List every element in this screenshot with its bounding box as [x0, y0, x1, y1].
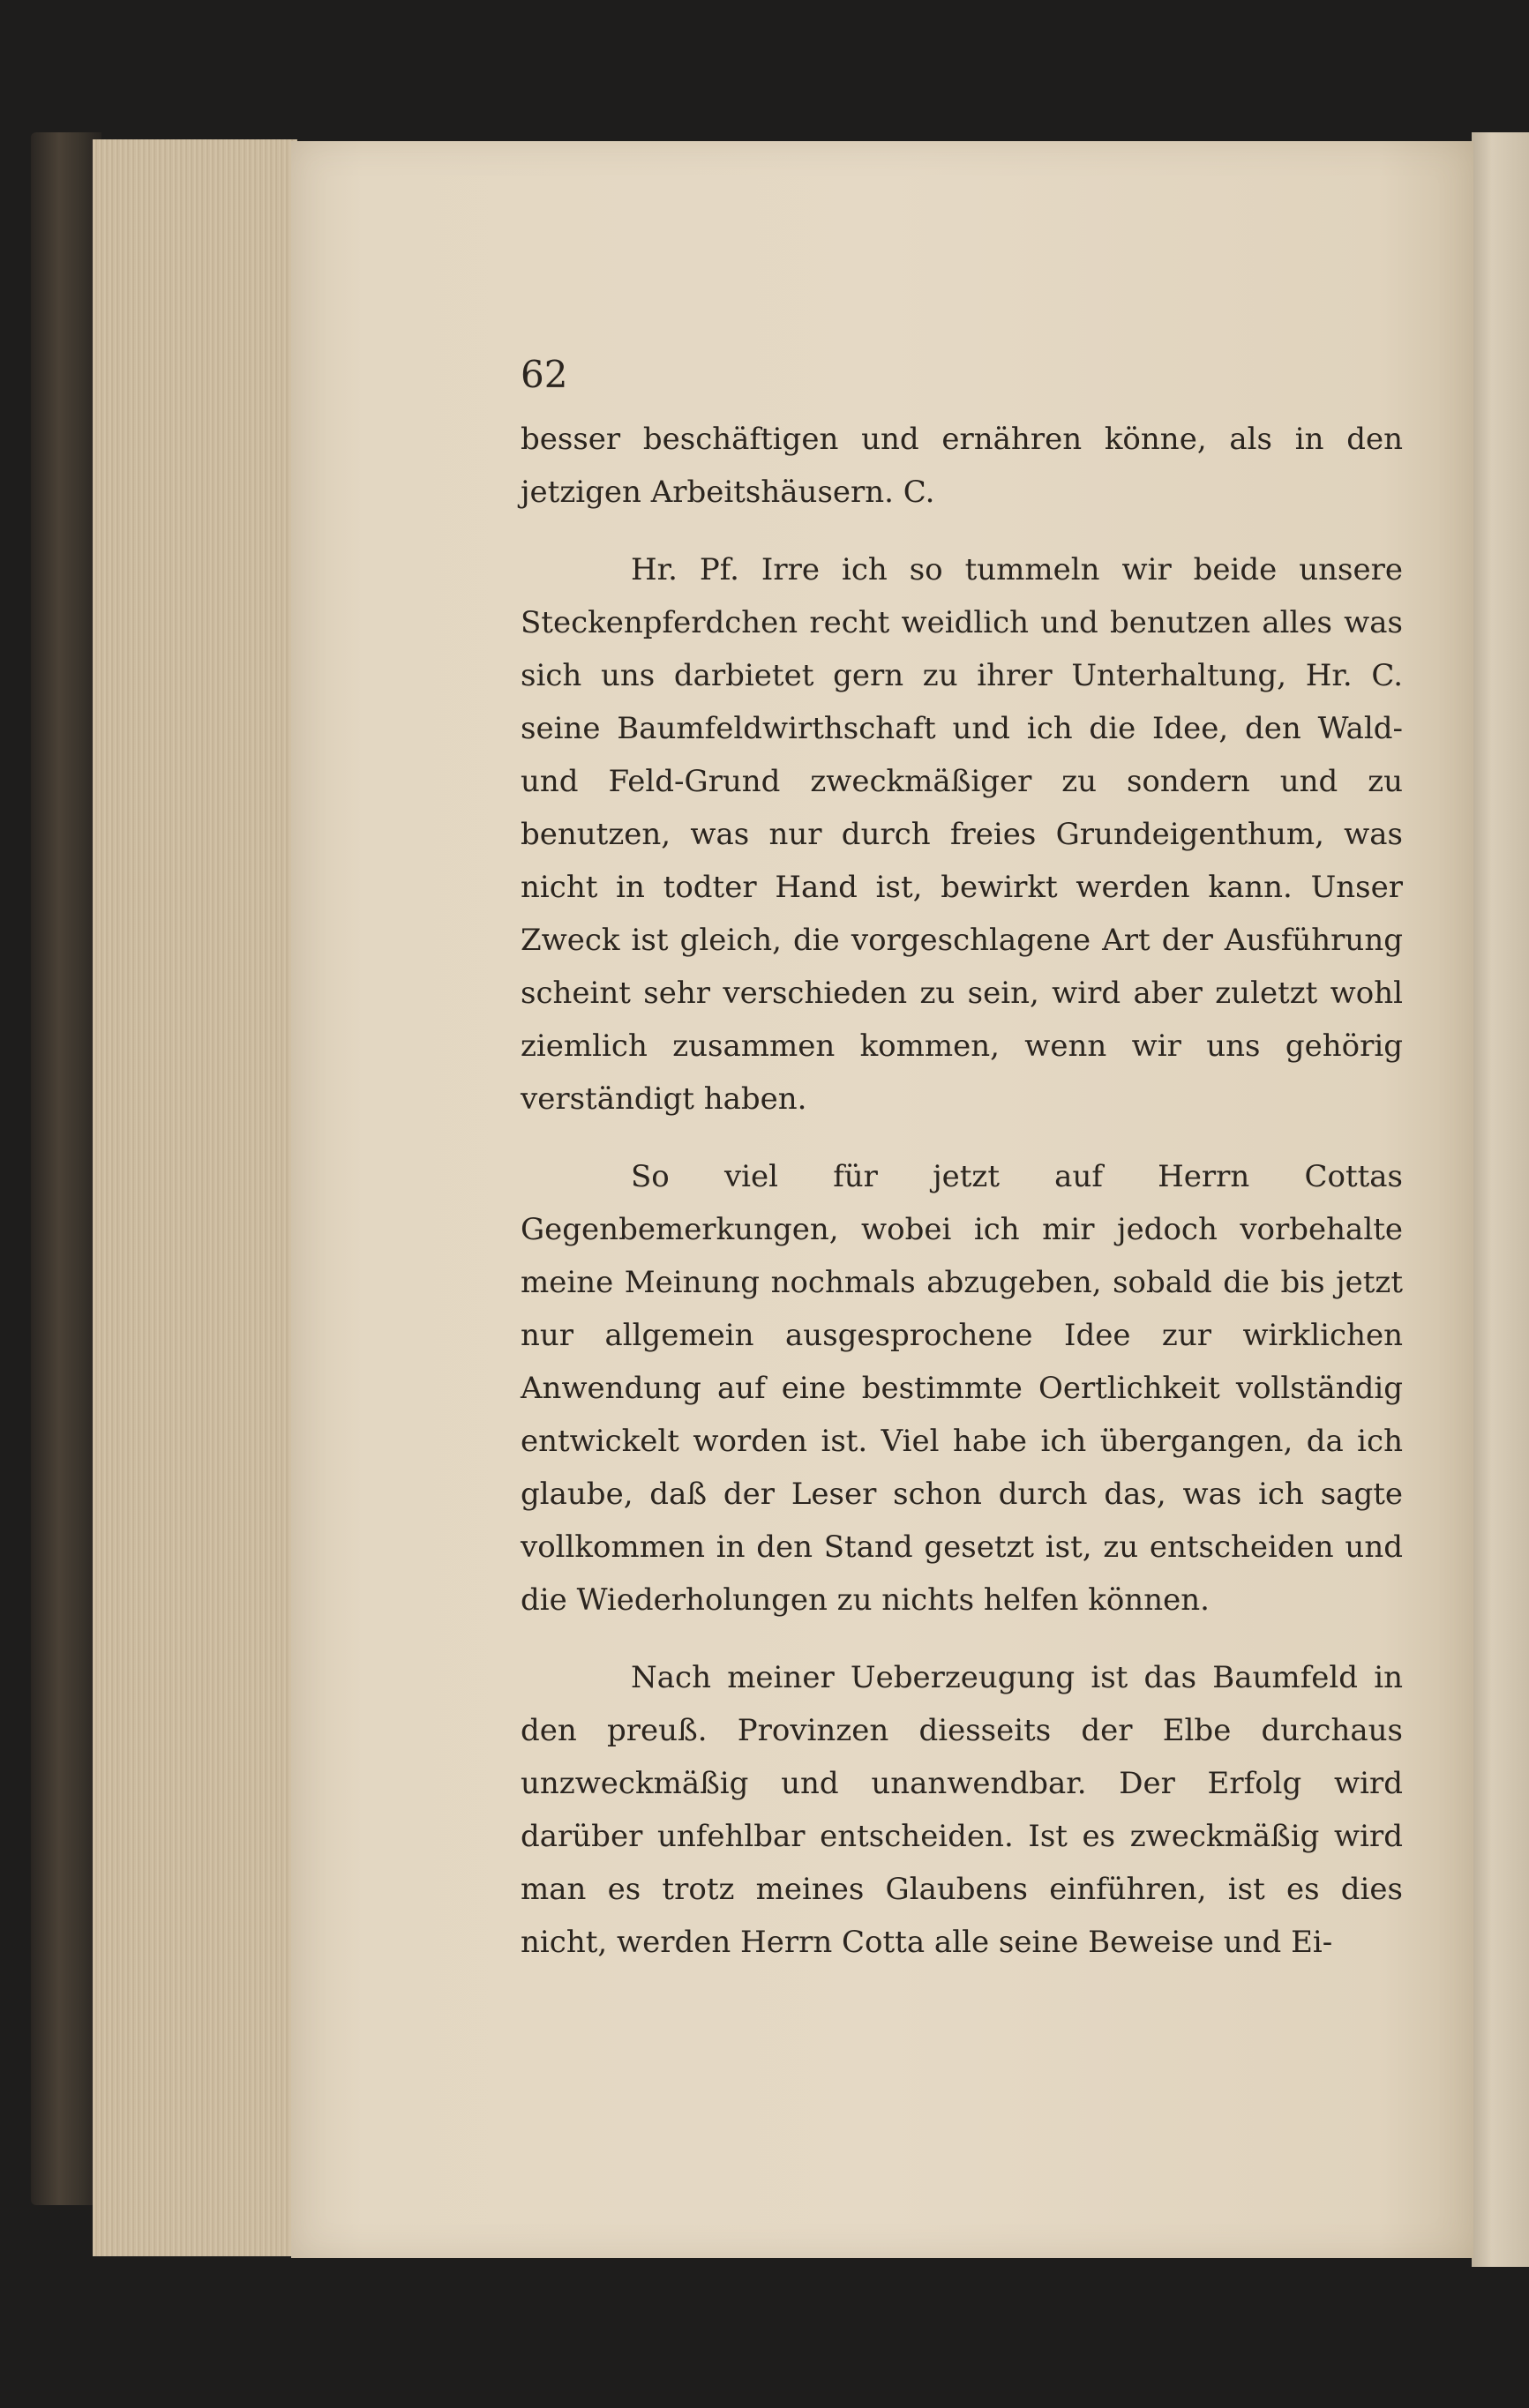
page-number: 62 — [521, 353, 568, 396]
paragraph-1: besser beschäftigen und ernähren könne, als in den jetzigen Arbeitshäusern. C. — [521, 422, 1403, 510]
page-text — [521, 413, 1403, 1969]
paragraph-3: So viel für jetzt auf Herrn Cottas Gegenbemerkungen, wobei ich mir jedoch vorbehalte meine Meinung nochmals abzugeben, sobald die bis jetzt nur allgemein ausgesprochene Idee zur wirklichen Anwendung auf eine bestimmte Oertlichkeit vollständig entwickelt worden ist. Viel habe ich übergangen, da ich glaube, daß der Leser schon durch das, was ich sagte vollkommen in den Stand gesetzt ist, zu entscheiden und die Wiederholungen zu nichts helfen können. — [521, 1159, 1403, 1618]
book-cover-edge — [31, 132, 101, 2205]
paragraph-2: Hr. Pf. Irre ich so tummeln wir beide unsere Steckenpferdchen recht weidlich und benutzen alles was sich uns darbietet gern zu ihrer Unterhaltung, Hr. C. seine Baumfeldwirthschaft und ich die Idee, den Wald- und Feld-Grund zweckmäßiger zu sondern und zu benutzen, was nur durch freies Grundeigenthum, was nicht in todter Hand ist, bewirkt werden kann. Unser Zweck ist gleich, die vorgeschlagene Art der Ausführung scheint sehr verschieden zu sein, wird aber zuletzt wohl ziemlich zusammen kommen, wenn wir uns gehörig verständigt haben. — [521, 552, 1403, 1117]
paragraph-4: Nach meiner Ueberzeugung ist das Baumfeld in den preuß. Provinzen diesseits der Elbe durchaus unzweckmäßig und unanwendbar. Der Erfolg wird darüber unfehlbar entscheiden. Ist es zweckmäßig wird man es trotz meines Glaubens einführen, ist es dies nicht, werden Herrn Cotta alle seine Beweise und Ei- — [521, 1660, 1403, 1960]
facing-page-edge — [1472, 132, 1529, 2267]
page-stack-edge — [93, 139, 297, 2256]
